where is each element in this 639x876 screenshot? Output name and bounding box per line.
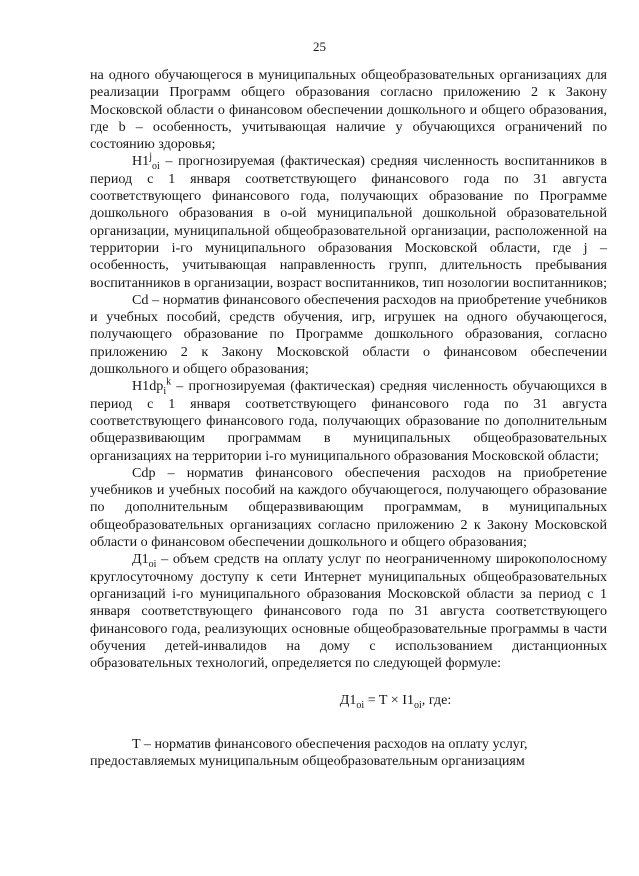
paragraph-h1 [90,153,607,291]
definition-h1: – прогнозируемая (фактическая) средняя численность воспитанников в период с 1 января соответствующего финансового года по 31 августа соответствующего финансового года, получающих образование по Программе дошкольного образования в о-ой муниципальной дошкольной образовательной организации, муниципальной общеобразовательной организации, расположенной на территории i-го муниципального образования Московской области, где j – особенность, учитывающая направленность групп, длительность пребывания воспитанников в организации, возраст воспитанников, тип нозологии воспитанников; [90,153,607,291]
symbol-d1-sub: oi [148,559,157,571]
paragraph-t-line2: предоставляемых муниципальным общеобразовательным организациям [90,752,525,769]
symbol-h1dp-sup: k [166,376,172,388]
formula-rhs-sub: oi [414,700,422,712]
paragraph-h1dp [90,378,607,464]
paragraph-cd: Cd – норматив финансового обеспечения расходов на приобретение учебников и учебных пособий, средств обучения, игр, игрушек на одного обучающегося, получающего образование по Программе дошкольного образования, согласно приложению 2 к Закону Московской области о финансовом обеспечении дошкольного и общего образования; [90,291,607,378]
formula-mid: = T × I1 [364,692,415,709]
formula-lhs-sub: oi [356,700,365,712]
formula [184,692,607,712]
paragraph-t-line1: T – норматив финансового обеспечения расходов на оплату услуг, [132,735,528,752]
formula-lhs: Д1 [339,692,357,709]
symbol-d1: Д1 [132,551,149,568]
symbol-h1-sub: oi [152,161,160,173]
definition-h1dp: – прогнозируемая (фактическая) средняя численность обучающихся в период с 1 января соответствующего финансового года по 31 августа соответствующего финансового года, получающих образование по дополнительным общеразвивающим программам в муниципальных общеобразовательных организациях на территории i-го муниципального образования Московской области; [90,378,607,464]
symbol-h1dp-sub: i [163,386,167,398]
symbol-h1dp: H1dp [132,378,164,395]
paragraph-intro: на одного обучающегося в муниципальных общеобразовательных организациях для реализации Программ общего образования согласно приложению 2 к Закону Московской области о финансовом обеспечении дошкольного и общего образования, где b – особенность, учитывающая наличие у обучающихся ограничений по состоянию здоровья; [90,67,607,153]
symbol-h1-sup: j [149,151,153,163]
paragraph-cdp: Cdp – норматив финансового обеспечения расходов на приобретение учебников и учебных пособий на каждого обучающегося, получающего образование по дополнительным общеразвивающим программам, в муниципальных общеобразовательных организациях согласно приложению 2 к Закону Московской области о финансовом обеспечении дошкольного и общего образования; [90,464,607,551]
page-number: 25 [313,39,326,54]
document-body [90,67,607,770]
paragraph-d1 [90,551,607,672]
definition-d1: – объем средств на оплату услуг по неограниченному широкополосному круглосуточному доступу к сети Интернет муниципальных общеобразовательных организаций i-го муниципального образования Московской области за период с 1 января соответствующего финансового года по 31 августа соответствующего финансового года, реализующих основные общеобразовательные программы в части обучения детей-инвалидов на дому с использованием дистанционных образовательных технологий, определяется по следующей формуле: [90,551,607,672]
formula-tail: , где: [421,692,452,709]
symbol-h1: Н1 [132,153,150,170]
